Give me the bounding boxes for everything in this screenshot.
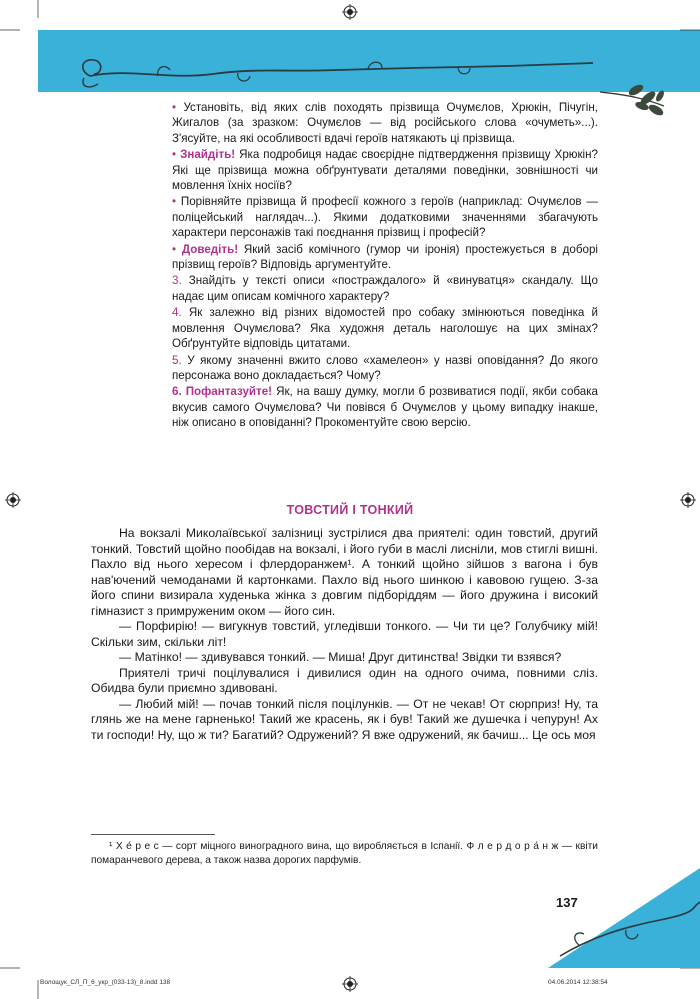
story-title: ТОВСТИЙ І ТОНКИЙ bbox=[286, 503, 414, 517]
question-item: • Доведіть! Який засіб комічного (гумор чи іронія) простежується в доборі прізвищ героїв? Відповідь аргументуйте. bbox=[172, 242, 598, 272]
question-item: 3. Знайдіть у тексті описи «постраждалого» й «винуватця» скандалу. Що надає цим описам комічного характеру? bbox=[172, 274, 598, 303]
story-paragraph: — Любий мій! — почав тонкий після поцілунків. — От не чекав! От сюрприз! Ну, та глянь же на мене гарненько! Такий же красень, як і був! Такий же душечка і чепурун! Ах ти господи! Ну, що ж ти? Багатий? Одружений? Я вже одружений, як бачиш... Це ось моя bbox=[91, 696, 598, 742]
story-paragraph: Приятелі тричі поцілувалися і дивилися один на одного очима, повними сліз. Обидва були приємно здивовані. bbox=[91, 665, 598, 695]
question-item: 6. Пофантазуйте! Як, на вашу думку, могли б розвиватися події, якби собака вкусив самого Очумєлова? Чи повівся б Очумєлов у цьому випадку інакше, ніж описано в оповіданні? Прокоментуйте свою версію. bbox=[172, 385, 598, 430]
story-paragraph: — Порфирію! — вигукнув товстий, угледівши тонкого. — Чи ти це? Голубчику мій! Скільки зим, скільки літ! bbox=[91, 619, 598, 649]
footnote-divider bbox=[91, 834, 215, 835]
footnote-text: ¹ Х е́ р е с — сорт міцного виноградного вина, що виробляється в Іспанії. Ф л е р д о р а́ н ж — квіти помаранчевого дерева, а також назва дорогих парфумів. bbox=[91, 841, 598, 866]
story-text bbox=[91, 526, 598, 743]
question-item: 5. У якому значенні вжито слово «хамелеон» у назві оповідання? До якого персонажа воно докладається? Чому? bbox=[172, 353, 598, 382]
corner-ornament bbox=[540, 868, 700, 968]
page-number: 137 bbox=[556, 895, 578, 910]
print-slug-file: Волощук_СЛ_П_6_укр_(033-13)_8.indd 138 bbox=[40, 979, 171, 986]
question-item: • Знайдіть! Яка подробиця надає своєрідне підтвердження прізвищу Хрюкін? Які ще прізвища можна обґрунтувати деталями поведінки, зовнішності чи мовлення їхніх носіїв? bbox=[172, 148, 598, 193]
question-item: • Установіть, від яких слів походять прізвища Очумєлов, Хрюкін, Пічугін, Жигалов (за зразком: Очумєлов — від російського слова «очуметь»...). З'ясуйте, на які особливості вдачі героїв натякають ці прізвища. bbox=[172, 101, 598, 145]
questions-block bbox=[172, 100, 598, 432]
story-paragraph: — Матінко! — здивувався тонкий. — Миша! Друг дитинства! Звідки ти взявся? bbox=[119, 650, 562, 664]
question-item: 4. Як залежно від різних відомостей про собаку змінюються поведінка й мовлення Очумєлова? Яка художня деталь наголошує на цих змінах? Обґрунтуйте відповідь цитатами. bbox=[172, 306, 598, 351]
question-item: • Порівняйте прізвища й професії кожного з героїв (наприклад: Очумєлов — поліцейський наглядач...). Якими додатковими значеннями збагачують характери персонажів такі поєднання прізвищ і професій? bbox=[172, 195, 598, 240]
story-paragraph: На вокзалі Миколаївської залізниці зустрілися два приятелі: один товстий, другий тонкий. Товстий щойно пообідав на вокзалі, і його губи в маслі лисніли, мов стиглі вишні. Пахло від нього хересом і флердоранжем¹. А тонкий щойно зійшов з вагона і був нав'ючений чемоданами й картонками. Пахло від нього шинкою і кавовою гущею. З-за його спини визирала худенька жінка з довгим підборіддям — його дружина і високий гімназист з примруженим оком — його син. bbox=[91, 526, 598, 618]
footnote bbox=[91, 840, 598, 868]
print-slug-date: 04.06.2014 12:38:54 bbox=[548, 979, 608, 986]
registration-mark-icon bbox=[342, 4, 358, 20]
registration-mark-icon bbox=[342, 976, 358, 992]
